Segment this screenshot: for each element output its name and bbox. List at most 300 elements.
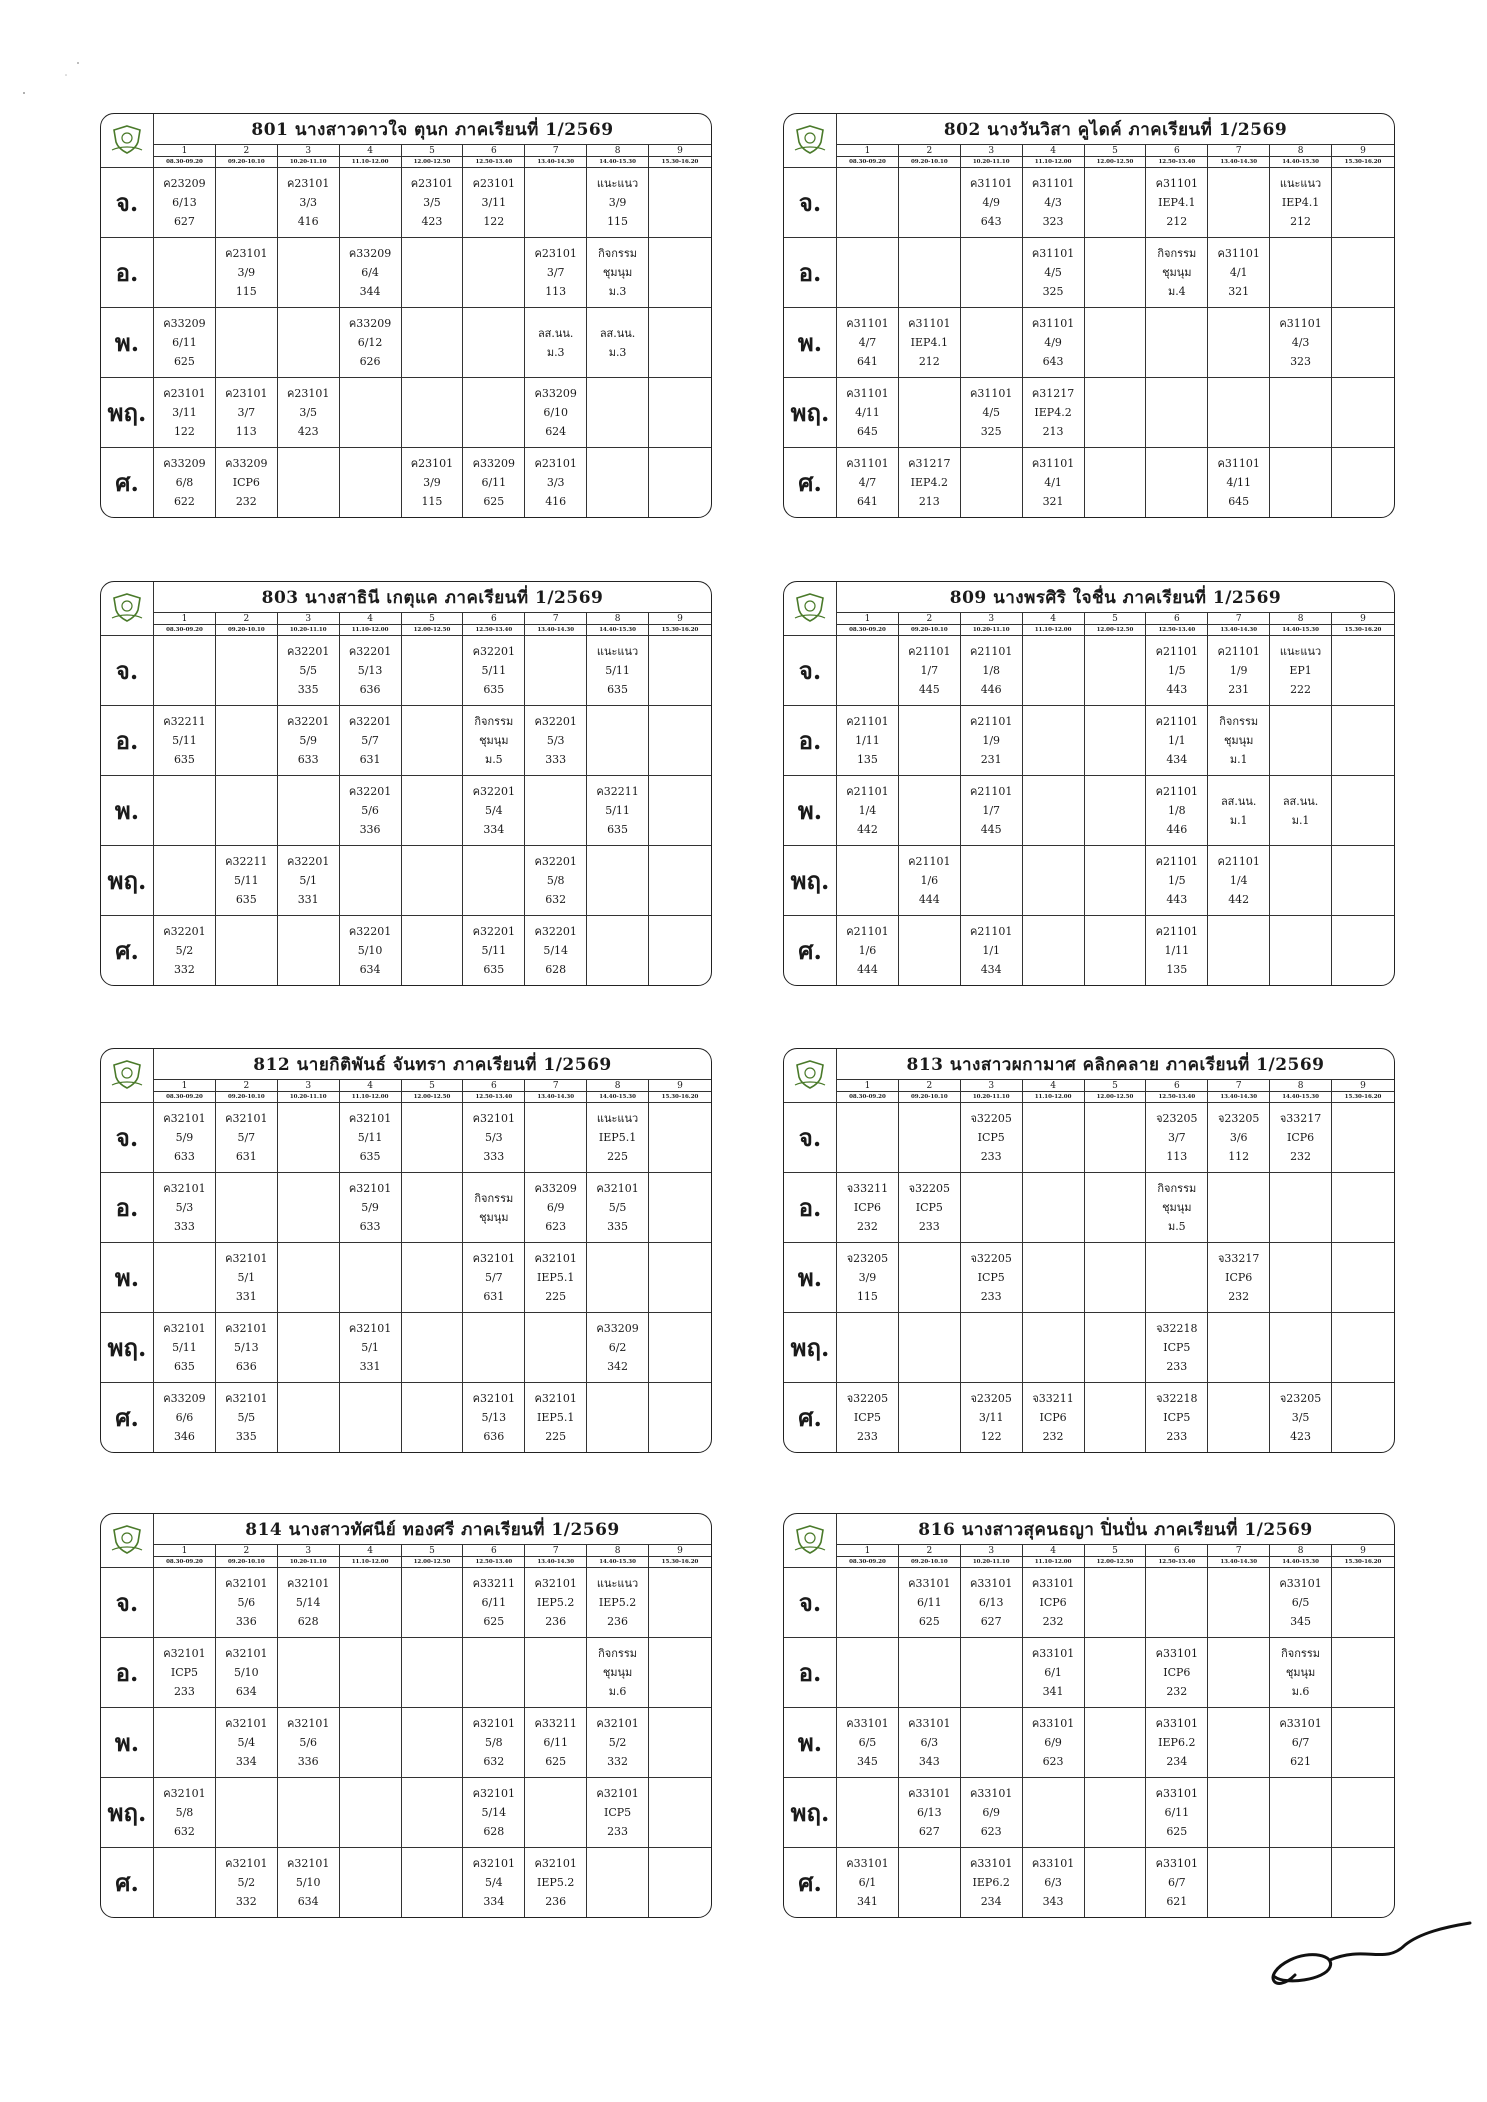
schedule-cell — [1023, 1708, 1085, 1778]
cell-line: 115 — [235, 285, 257, 299]
period-number: 8 — [1270, 145, 1332, 157]
schedule-cell — [1085, 448, 1147, 517]
schedule-cell — [1208, 1103, 1270, 1173]
schedule-cell — [340, 1313, 402, 1383]
schedule-cell — [837, 706, 899, 776]
cell-line: ชุมนุม — [1162, 1201, 1192, 1215]
cell-line: ค31101 — [846, 317, 889, 331]
schedule-cell — [649, 1568, 711, 1638]
period-number: 8 — [587, 1080, 649, 1092]
day-label: อ. — [101, 238, 154, 308]
cell-line: ลส.นน. — [537, 326, 574, 340]
period-time: 13.40-14.30 — [1208, 1557, 1270, 1568]
period-time: 11.10-12.00 — [340, 157, 402, 168]
cell-line: ค33101 — [908, 1577, 951, 1591]
cell-line: ค31101 — [1155, 177, 1198, 191]
cell-line: 5/8 — [484, 1736, 503, 1750]
cell-line: 345 — [856, 1755, 878, 1769]
cell-line: ค31101 — [1217, 457, 1260, 471]
cell-line: 5/5 — [608, 1201, 627, 1215]
period-time: 08.30-09.20 — [837, 157, 899, 168]
cell-line: ค32101 — [472, 1392, 515, 1406]
schedule-cell — [216, 1383, 278, 1452]
period-time: 08.30-09.20 — [154, 1557, 216, 1568]
cell-line: ค32101 — [225, 1392, 268, 1406]
cell-line: 631 — [235, 1150, 257, 1164]
cell-line: ค32201 — [534, 855, 577, 869]
schedule-cell — [1023, 1243, 1085, 1313]
schedule-cell — [961, 1568, 1023, 1638]
schedule-cell — [216, 238, 278, 308]
cell-line: ค33209 — [163, 1392, 206, 1406]
cell-line: 1/11 — [855, 734, 880, 748]
cell-line: 6/8 — [175, 476, 194, 490]
cell-line: 5/11 — [357, 1131, 383, 1145]
period-number: 6 — [1146, 145, 1208, 157]
schedule-cell — [463, 308, 525, 378]
schedule-cell — [278, 706, 340, 776]
period-number: 4 — [340, 1545, 402, 1557]
teacher-timetable-card — [100, 1048, 712, 1453]
cell-line: ค32101 — [472, 1252, 515, 1266]
schedule-cell — [278, 1313, 340, 1383]
cell-line: 336 — [297, 1755, 319, 1769]
cell-line: 5/13 — [233, 1341, 259, 1355]
schedule-cell — [1023, 308, 1085, 378]
schedule-cell — [1085, 846, 1147, 916]
cell-line: 233 — [918, 1220, 940, 1234]
schedule-cell — [961, 1778, 1023, 1848]
day-label: พ. — [101, 308, 154, 378]
schedule-cell — [278, 1778, 340, 1848]
cell-line: 335 — [235, 1430, 257, 1444]
cell-line: ค31101 — [1217, 247, 1260, 261]
cell-line: 423 — [297, 425, 319, 439]
cell-line: 3/5 — [423, 196, 441, 210]
cell-line: ค23101 — [534, 247, 577, 261]
schedule-cell — [278, 1638, 340, 1708]
schedule-cell — [463, 1243, 525, 1313]
period-number: 2 — [216, 1080, 278, 1092]
schedule-cell — [961, 776, 1023, 846]
schedule-cell — [1270, 1313, 1332, 1383]
schedule-cell — [1146, 706, 1208, 776]
period-time: 09.20-10.10 — [216, 157, 278, 168]
schedule-cell — [154, 776, 216, 846]
schedule-cell — [1270, 1103, 1332, 1173]
day-label: ศ. — [784, 448, 837, 517]
schedule-cell — [649, 1778, 711, 1848]
cell-line: 231 — [1228, 683, 1250, 697]
schedule-cell — [1332, 1243, 1394, 1313]
cell-line: ค23101 — [410, 457, 454, 471]
cell-line: 332 — [607, 1755, 629, 1769]
schedule-cell — [525, 706, 587, 776]
cell-line: ค23101 — [163, 387, 206, 401]
cell-line: 334 — [235, 1755, 257, 1769]
period-time: 09.20-10.10 — [899, 157, 961, 168]
period-time: 14.40-15.30 — [587, 625, 649, 636]
schedule-cell — [1270, 1243, 1332, 1313]
schedule-cell — [340, 916, 402, 985]
cell-line: 3/7 — [237, 406, 256, 420]
cell-line: ICP6 — [1039, 1596, 1067, 1610]
schedule-cell — [463, 706, 525, 776]
day-label: พฤ. — [101, 846, 154, 916]
schedule-cell — [154, 1313, 216, 1383]
schedule-cell — [340, 636, 402, 706]
day-label: จ. — [101, 636, 154, 706]
cell-line: 233 — [1166, 1360, 1188, 1374]
cell-line: ค33209 — [348, 247, 392, 261]
cell-line: ค33211 — [534, 1717, 577, 1731]
period-number: 7 — [525, 613, 587, 625]
schedule-cell — [154, 1568, 216, 1638]
schedule-cell — [1146, 1708, 1208, 1778]
period-number: 2 — [899, 145, 961, 157]
cell-line: 6/7 — [1291, 1736, 1310, 1750]
day-label: จ. — [784, 168, 837, 238]
cell-line: ค32201 — [287, 855, 330, 869]
cell-line: 122 — [173, 425, 195, 439]
period-number: 8 — [587, 1545, 649, 1557]
cell-line: 434 — [980, 963, 1002, 977]
period-number: 5 — [1085, 145, 1147, 157]
schedule-cell — [649, 706, 711, 776]
cell-line: 5/6 — [361, 804, 379, 818]
schedule-cell — [1208, 308, 1270, 378]
schedule-cell — [1332, 776, 1394, 846]
schedule-cell — [463, 776, 525, 846]
cell-line: ค21101 — [1155, 855, 1198, 869]
schedule-cell — [649, 636, 711, 706]
period-number: 3 — [961, 145, 1023, 157]
cell-line: 331 — [297, 893, 319, 907]
period-time: 08.30-09.20 — [837, 1557, 899, 1568]
schedule-cell — [1023, 706, 1085, 776]
schedule-cell — [154, 1638, 216, 1708]
cell-line: ค32201 — [348, 925, 392, 939]
schedule-cell — [1023, 1568, 1085, 1638]
schedule-cell — [402, 636, 464, 706]
period-time: 08.30-09.20 — [837, 1092, 899, 1103]
cell-line: 4/3 — [1291, 336, 1310, 350]
day-label: จ. — [784, 1103, 837, 1173]
cell-line: จ23205 — [1279, 1392, 1322, 1406]
cell-line: 332 — [173, 963, 195, 977]
cell-line: 3/3 — [299, 196, 318, 210]
day-label: พฤ. — [101, 1313, 154, 1383]
day-label: ศ. — [784, 1383, 837, 1452]
cell-line: กิจกรรม — [598, 247, 637, 261]
cell-line: 445 — [918, 683, 940, 697]
period-number: 4 — [340, 613, 402, 625]
cell-line: 6/9 — [546, 1201, 565, 1215]
schedule-cell — [340, 1708, 402, 1778]
cell-line: 625 — [1166, 1825, 1188, 1839]
schedule-cell — [961, 1383, 1023, 1452]
day-label: จ. — [101, 1568, 154, 1638]
period-time: 11.10-12.00 — [1023, 1092, 1085, 1103]
cell-line: 3/11 — [978, 1411, 1004, 1425]
cell-line: ค33101 — [846, 1857, 889, 1871]
schedule-cell — [1270, 916, 1332, 985]
cell-line: จ32205 — [846, 1392, 889, 1406]
cell-line: 4/1 — [1229, 266, 1248, 280]
schedule-cell — [649, 1383, 711, 1452]
cell-line: 4/5 — [1044, 266, 1062, 280]
schedule-cell — [402, 706, 464, 776]
period-time: 13.40-14.30 — [1208, 157, 1270, 168]
cell-line: จ23205 — [1217, 1112, 1260, 1126]
schedule-cell — [587, 1383, 649, 1452]
schedule-cell — [961, 308, 1023, 378]
cell-line: 5/5 — [237, 1411, 256, 1425]
cell-line: 3/9 — [423, 476, 441, 490]
schedule-cell — [402, 776, 464, 846]
cell-line: ค32101 — [225, 1647, 268, 1661]
schedule-cell — [1208, 448, 1270, 517]
schedule-cell — [961, 448, 1023, 517]
schedule-cell — [340, 1173, 402, 1243]
schedule-cell — [587, 1568, 649, 1638]
cell-line: ค23209 — [163, 177, 206, 191]
cell-line: 5/7 — [237, 1131, 256, 1145]
cell-line: แนะแนว — [1279, 645, 1322, 659]
cell-line: 333 — [545, 753, 567, 767]
cell-line: ค32201 — [534, 925, 577, 939]
cell-line: 115 — [607, 215, 629, 229]
period-time: 09.20-10.10 — [899, 625, 961, 636]
schedule-cell — [154, 1103, 216, 1173]
schedule-cell — [402, 916, 464, 985]
period-time: 10.20-11.10 — [961, 1557, 1023, 1568]
cell-line: ม.4 — [1167, 285, 1186, 299]
period-number: 5 — [1085, 1080, 1147, 1092]
schedule-cell — [1332, 846, 1394, 916]
schedule-cell — [1146, 846, 1208, 916]
schedule-cell — [899, 846, 961, 916]
schedule-cell — [1332, 448, 1394, 517]
cell-line: ค33101 — [1031, 1717, 1075, 1731]
period-time: 13.40-14.30 — [525, 625, 587, 636]
cell-line: ม.1 — [1291, 813, 1310, 827]
schedule-cell — [649, 168, 711, 238]
schedule-cell — [1146, 168, 1208, 238]
schedule-cell — [1146, 636, 1208, 706]
day-label: ศ. — [101, 1383, 154, 1452]
cell-line: 6/5 — [858, 1736, 877, 1750]
cell-line: 5/13 — [357, 664, 383, 678]
cell-line: ค32201 — [348, 715, 392, 729]
cell-line: 236 — [545, 1615, 567, 1629]
period-time: 15.30-16.20 — [1332, 625, 1394, 636]
schedule-cell — [587, 448, 649, 517]
cell-line: ค32201 — [163, 925, 206, 939]
schedule-cell — [587, 1313, 649, 1383]
cell-line: ICP6 — [1286, 1131, 1315, 1145]
schedule-cell — [1270, 846, 1332, 916]
cell-line: 1/8 — [1167, 804, 1186, 818]
schedule-cell — [402, 846, 464, 916]
cell-line: 635 — [173, 753, 195, 767]
schedule-cell — [154, 238, 216, 308]
period-number: 3 — [278, 1080, 340, 1092]
period-number: 7 — [1208, 613, 1270, 625]
cell-line: ม.1 — [1229, 753, 1248, 767]
schedule-cell — [899, 1243, 961, 1313]
cell-line: 6/6 — [175, 1411, 194, 1425]
cell-line: 1/9 — [1229, 664, 1248, 678]
cell-line: 3/3 — [546, 476, 565, 490]
schedule-cell — [587, 1243, 649, 1313]
schedule-cell — [340, 706, 402, 776]
cell-line: 621 — [1166, 1895, 1188, 1909]
day-label: อ. — [101, 1173, 154, 1243]
period-number: 8 — [1270, 1080, 1332, 1092]
schedule-cell — [1332, 1173, 1394, 1243]
period-number: 3 — [278, 613, 340, 625]
schedule-cell — [1023, 846, 1085, 916]
timetable-table — [100, 1048, 712, 1453]
cell-line: ค32101 — [287, 1717, 330, 1731]
schedule-cell — [216, 916, 278, 985]
schedule-cell — [1146, 1778, 1208, 1848]
cell-line: ค32101 — [163, 1182, 206, 1196]
schedule-cell — [1332, 706, 1394, 776]
schedule-cell — [1023, 1313, 1085, 1383]
cell-line: ค32201 — [472, 785, 515, 799]
cell-line: 236 — [607, 1615, 629, 1629]
period-number: 6 — [463, 1080, 525, 1092]
period-time: 09.20-10.10 — [216, 1557, 278, 1568]
period-time: 15.30-16.20 — [649, 1557, 711, 1568]
cell-line: 635 — [607, 823, 629, 837]
cell-line: ลส.นน. — [1282, 794, 1319, 808]
cell-line: ค33101 — [1155, 1717, 1198, 1731]
schedule-cell — [463, 448, 525, 517]
period-time: 12.00-12.50 — [402, 625, 464, 636]
cell-line: ค33101 — [970, 1577, 1013, 1591]
schedule-cell — [1085, 378, 1147, 448]
schedule-cell — [154, 1848, 216, 1917]
cell-line: 6/11 — [481, 1596, 507, 1610]
schedule-cell — [525, 1638, 587, 1708]
schedule-cell — [1085, 1313, 1147, 1383]
schedule-cell — [837, 1778, 899, 1848]
cell-line: ค32201 — [348, 785, 392, 799]
schedule-cell — [1208, 1638, 1270, 1708]
cell-line: 6/11 — [543, 1736, 569, 1750]
schedule-cell — [402, 1708, 464, 1778]
schedule-cell — [278, 846, 340, 916]
schedule-cell — [1208, 1708, 1270, 1778]
schedule-cell — [961, 1708, 1023, 1778]
signature-icon — [1255, 1905, 1485, 1995]
cell-line: ค32201 — [348, 645, 392, 659]
schedule-cell — [1270, 706, 1332, 776]
day-label: พฤ. — [784, 1778, 837, 1848]
cell-line: ค33101 — [970, 1857, 1013, 1871]
card-title: 813 นางสาวผกามาศ คลิกคลาย ภาคเรียนที่ 1/2569 — [837, 1049, 1394, 1080]
cell-line: ICP5 — [1163, 1411, 1191, 1425]
cell-line: 6/7 — [1167, 1876, 1186, 1890]
schedule-cell — [1332, 1383, 1394, 1452]
period-time: 12.50-13.40 — [1146, 625, 1208, 636]
cell-line: ม.6 — [608, 1685, 627, 1699]
cell-line: 6/4 — [361, 266, 379, 280]
schedule-cell — [961, 238, 1023, 308]
cell-line: ม.3 — [608, 345, 627, 359]
cell-line: ICP6 — [1163, 1666, 1191, 1680]
schedule-cell — [1146, 238, 1208, 308]
period-time: 10.20-11.10 — [278, 1557, 340, 1568]
cell-line: ค31217 — [908, 457, 951, 471]
cell-line: ชุมนุม — [479, 734, 509, 748]
schedule-cell — [216, 168, 278, 238]
cell-line: 5/11 — [605, 804, 630, 818]
schedule-cell — [587, 846, 649, 916]
cell-line: 232 — [856, 1220, 878, 1234]
cell-line: ค33101 — [1031, 1647, 1075, 1661]
period-number: 4 — [1023, 145, 1085, 157]
cell-line: 635 — [173, 1360, 195, 1374]
cell-line: 434 — [1166, 753, 1188, 767]
cell-line: 628 — [297, 1615, 319, 1629]
schedule-cell — [1332, 1708, 1394, 1778]
schedule-cell — [899, 448, 961, 517]
schedule-cell — [649, 1243, 711, 1313]
period-time: 08.30-09.20 — [154, 625, 216, 636]
cell-line: ค33209 — [348, 317, 392, 331]
schedule-cell — [837, 168, 899, 238]
schedule-cell — [837, 916, 899, 985]
cell-line: 233 — [607, 1825, 629, 1839]
cell-line: 5/3 — [484, 1131, 503, 1145]
cell-line: 636 — [359, 683, 381, 697]
cell-line: IEP6.2 — [972, 1876, 1010, 1890]
cell-line: 3/9 — [858, 1271, 877, 1285]
cell-line: 4/5 — [982, 406, 1001, 420]
cell-line: ค21101 — [846, 715, 889, 729]
schedule-cell — [340, 1638, 402, 1708]
schedule-cell — [1146, 1173, 1208, 1243]
schedule-cell — [961, 1173, 1023, 1243]
schedule-cell — [1332, 916, 1394, 985]
cell-line: ค33101 — [1279, 1717, 1322, 1731]
cell-line: ลส.นน. — [1220, 794, 1257, 808]
schedule-cell — [278, 1243, 340, 1313]
schedule-cell — [899, 1848, 961, 1917]
schedule-cell — [1270, 378, 1332, 448]
cell-line: 3/5 — [1291, 1411, 1310, 1425]
schedule-cell — [525, 1173, 587, 1243]
cell-line: 628 — [483, 1825, 505, 1839]
schedule-cell — [587, 776, 649, 846]
cell-line: 333 — [483, 1150, 505, 1164]
schedule-cell — [587, 168, 649, 238]
schedule-cell — [340, 448, 402, 517]
period-number: 5 — [402, 145, 464, 157]
cell-line: ค31101 — [846, 387, 889, 401]
period-time: 14.40-15.30 — [587, 1557, 649, 1568]
period-number: 1 — [837, 1545, 899, 1557]
period-time: 15.30-16.20 — [1332, 1092, 1394, 1103]
cell-line: กิจกรรม — [1157, 1182, 1197, 1196]
cell-line: ชุมนุม — [602, 1666, 633, 1680]
period-number: 8 — [587, 145, 649, 157]
cell-line: ค21101 — [970, 715, 1013, 729]
